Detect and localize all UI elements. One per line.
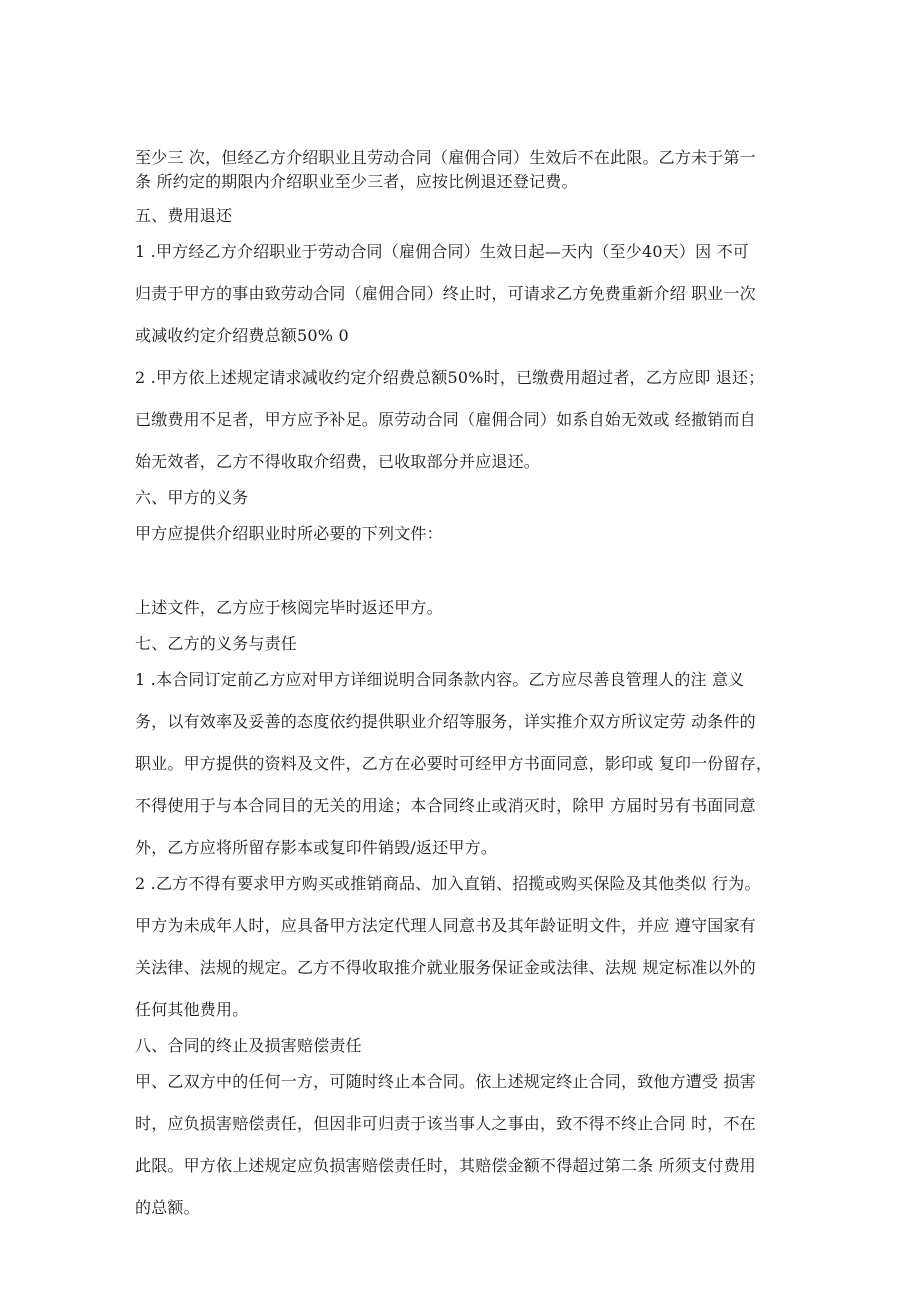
text-line: 1 .本合同订定前乙方应对甲方详细说明合同条款内容。乙方应尽善良管理人的注 意义 [135,670,745,689]
text-line: 时，应负损害赔偿责任，但因非可归责于该当事人之事由，致不得不终止合同 时，不在 [135,1114,756,1133]
text-line: 上述文件，乙方应于核阅完毕时返还甲方。 [135,598,443,617]
text-line: 2 .甲方依上述规定请求减收约定介绍费总额50%时，已缴费用超过者，乙方应即 退还； [135,368,765,387]
text-line: 至少三 次，但经乙方介绍职业且劳动合同（雇佣合同）生效后不在此限。乙方未于第一 [135,148,756,167]
text-line: 甲、乙双方中的任何一方，可随时终止本合同。依上述规定终止合同，致他方遭受 损害 [135,1072,756,1091]
text-line: 甲方为未成年人时，应具备甲方法定代理人同意书及其年龄证明文件，并应 遵守国家有 [135,916,756,935]
text-line: 职业。甲方提供的资料及文件，乙方在必要时可经甲方书面同意，影印或 复印一份留存， [135,754,773,773]
section-heading: 六、甲方的义务 [135,488,249,507]
text-line: 的总额。 [135,1198,200,1217]
text-line: 已缴费用不足者，甲方应予补足。原劳动合同（雇佣合同）如系自始无效或 经撤销而自 [135,410,756,429]
text-line: 条 所约定的期限内介绍职业至少三者，应按比例退还登记费。 [135,172,578,191]
text-line: 2 .乙方不得有要求甲方购买或推销商品、加入直销、招揽或购买保险及其他类似 行为。 [135,874,761,893]
text-line: 归责于甲方的事由致劳动合同（雇佣合同）终止时，可请求乙方免费重新介绍 职业一次 [135,284,756,303]
text-line: 外，乙方应将所留存影本或复印件销毁/返还甲方。 [135,838,497,857]
text-line: 1 .甲方经乙方介绍职业于劳动合同（雇佣合同）生效日起—天内（至少40天）因 不可 [135,242,749,261]
text-line: 任何其他费用。 [135,1000,249,1019]
text-line: 关法律、法规的规定。乙方不得收取推介就业服务保证金或法律、法规 规定标准以外的 [135,958,756,977]
section-heading: 八、合同的终止及损害赔偿责任 [135,1036,362,1055]
text-line: 此限。甲方依上述规定应负损害赔偿责任时，其赔偿金额不得超过第二条 所须支付费用 [135,1156,756,1175]
text-line: 不得使用于与本合同目的无关的用途；本合同终止或消灭时，除甲 方届时另有书面同意 [135,796,756,815]
text-line: 始无效者，乙方不得收取介绍费，已收取部分并应退还。 [135,452,541,471]
text-line: 务，以有效率及妥善的态度依约提供职业介绍等服务，详实推介双方所议定劳 动条件的 [135,712,756,731]
text-line: 或减收约定介绍费总额50% 0 [135,326,349,345]
text-line: 甲方应提供介绍职业时所必要的下列文件： [135,524,443,543]
document-body [135,146,790,1220]
section-heading: 五、费用退还 [135,206,233,225]
section-heading: 七、乙方的义务与责任 [135,634,298,653]
